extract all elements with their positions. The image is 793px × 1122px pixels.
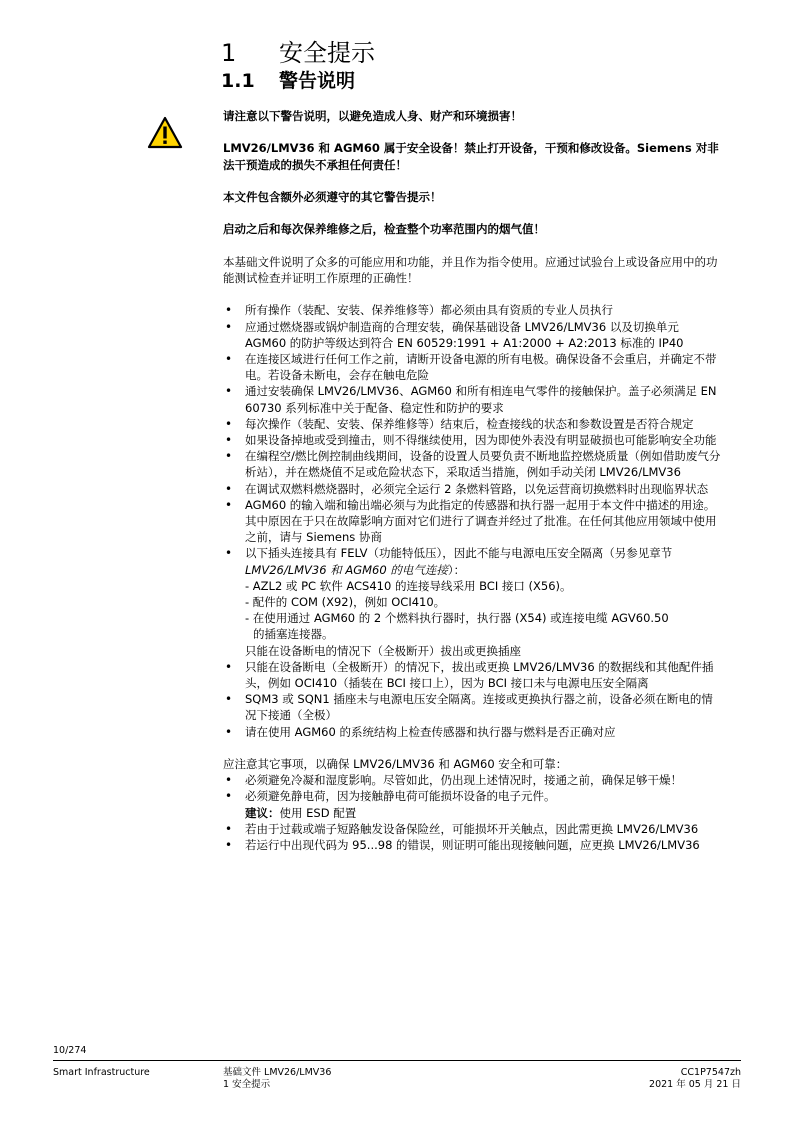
list-item: • 在编程空/燃比例控制曲线期间，设备的设置人员要负责不断地监控燃烧质量（例如借助废气分析站），并在燃烧值不足或危险状态下，采取适当措施，例如手动关闭 LMV26/LMV36 bbox=[223, 448, 723, 480]
warning-4: 启动之后和每次保养维修之后，检查整个功率范围内的烟气值！ bbox=[223, 222, 545, 237]
felv-chapter-ref: LMV26/LMV36 和 AGM60 的电气连接 bbox=[245, 562, 448, 577]
footer-doc-meta bbox=[649, 1067, 741, 1091]
list-item-esd bbox=[223, 788, 723, 820]
warning-1: 请注意以下警告说明，以避免造成人身、财产和环境损害！ bbox=[223, 109, 522, 123]
felv-sub-2: - 配件的 COM (X92)，例如 OCI410。 bbox=[245, 595, 446, 610]
felv-ref-suffix: ）： bbox=[447, 562, 466, 577]
warning-2: LMV26/LMV36 和 AGM60 属于安全设备！禁止打开设备，干预和修改设备。Siemens 对非法干预造成的损失不承担任何责任！ bbox=[223, 141, 719, 172]
warning-3: 本文件包含额外必须遵守的其它警告提示！ bbox=[223, 189, 442, 204]
felv-sub-3: - 在使用通过 AGM60 的 2 个燃料执行器时，执行器 (X54) 或连接电缆 AGV60.50 bbox=[245, 611, 669, 626]
list-item: • 若由于过载或端子短路触发设备保险丝，可能损坏开关触点，因此需更换 LMV26/LMV36 bbox=[223, 821, 723, 837]
intro-paragraph: 本基础文件说明了众多的可能应用和功能，并且作为指令使用。应通过试验台上或设备应用中的功能测试检查并证明工作原理的正确性！ bbox=[223, 254, 718, 285]
list-item: • 每次操作（装配、安装、保养维修等）结束后，检查接线的状态和参数设置是否符合规定 bbox=[223, 416, 723, 432]
footer-section: 1 安全提示 bbox=[223, 1079, 271, 1090]
list-item: • 在调试双燃料燃烧器时，必须完全运行 2 条燃料管路，以免运营商切换燃料时出现临界状态 bbox=[223, 481, 723, 497]
felv-sub-3-cont: 的插塞连接器。 bbox=[253, 627, 334, 642]
warning-triangle-icon bbox=[147, 116, 183, 150]
felv-sub-1: - AZL2 或 PC 软件 ACS410 的连接导线采用 BCI 接口 (X56)。 bbox=[245, 578, 572, 593]
footer-divider bbox=[53, 1060, 741, 1061]
page-number: 10/274 bbox=[53, 1045, 87, 1056]
footer-doc-info bbox=[223, 1067, 331, 1091]
list-item: • 如果设备掉地或受到撞击，则不得继续使用，因为即使外表没有明显破损也可能影响安全功能 bbox=[223, 432, 723, 448]
heading-1 bbox=[221, 38, 375, 68]
footer-doc-title: 基础文件 LMV26/LMV36 bbox=[223, 1067, 332, 1078]
list-item: • 若运行中出现代码为 95...98 的错误，则证明可能出现接触问题，应更换 LMV26/LMV36 bbox=[223, 837, 723, 853]
footer-date: 2021 年 05 月 21 日 bbox=[649, 1079, 741, 1090]
esd-rec-label: 建议： bbox=[245, 805, 280, 820]
felv-tail: 只能在设备断电的情况下（全极断开）拔出或更换插座 bbox=[245, 643, 521, 658]
footer-company: Smart Infrastructure bbox=[53, 1067, 150, 1078]
list-item: • 通过安装确保 LMV26/LMV36、AGM60 和所有相连电气零件的接触保护。盖子必须满足 EN 60730 系列标准中关于配备、稳定性和防护的要求 bbox=[223, 383, 723, 415]
list-item: • SQM3 或 SQN1 插座未与电源电压安全隔离。连接或更换执行器之前，设备必须在断电的情况下接通（全极） bbox=[223, 691, 723, 723]
list-item: • 只能在设备断电（全极断开）的情况下，拔出或更换 LMV26/LMV36 的数据线和其他配件插头，例如 OCI410（插装在 BCI 接口上），因为 BCI 接口未与电源电压安全隔离 bbox=[223, 659, 723, 691]
esd-recommendation bbox=[245, 805, 723, 821]
heading-2-number: 1.1 bbox=[221, 70, 255, 92]
esd-rec-text: 使用 ESD 配置 bbox=[279, 805, 357, 820]
other-intro: 应注意其它事项，以确保 LMV26/LMV36 和 AGM60 安全和可靠： bbox=[223, 757, 568, 772]
heading-2-title: 警告说明 bbox=[279, 70, 356, 92]
heading-2 bbox=[221, 68, 355, 94]
main-content bbox=[223, 108, 723, 853]
footer-doc-id: CC1P7547zh bbox=[680, 1067, 741, 1078]
felv-text: 以下插头连接具有 FELV（功能特低压），因此不能与电源电压安全隔离（另参见章节 bbox=[245, 546, 673, 561]
list-item-felv bbox=[223, 545, 723, 658]
list-item: • 所有操作（装配、安装、保养维修等）都必须由具有资质的专业人员执行 bbox=[223, 302, 723, 318]
esd-text: • 必须避免静电荷，因为接触静电荷可能损坏设备的电子元件。 bbox=[245, 789, 556, 804]
list-item: • 应通过燃烧器或锅炉制造商的合理安装，确保基础设备 LMV26/LMV36 以及切换单元 AGM60 的防护等级达到符合 EN 60529:1991 + A1:2000 + A2:2013 标准的 IP40 bbox=[223, 319, 723, 351]
heading-1-number: 1 bbox=[221, 39, 237, 67]
list-item: • 请在使用 AGM60 的系统结构上检查传感器和执行器与燃料是否正确对应 bbox=[223, 724, 723, 740]
list-item: • AGM60 的输入端和输出端必须与为此指定的传感器和执行器一起用于本文件中描述的用途。其中原因在于只在故障影响方面对它们进行了调查并经过了批准。在任何其他应用领域中使用之前，请与 Siemens 协商 bbox=[223, 497, 723, 546]
list-item: • 必须避免冷凝和湿度影响。尽管如此，仍出现上述情况时，接通之前，确保足够干燥！ bbox=[223, 772, 723, 788]
other-list bbox=[223, 772, 723, 853]
heading-1-title: 安全提示 bbox=[279, 39, 375, 67]
list-item: • 在连接区域进行任何工作之前，请断开设备电源的所有电极。确保设备不会重启，并确定不带电。若设备未断电，会存在触电危险 bbox=[223, 351, 723, 383]
safety-list bbox=[223, 302, 723, 739]
